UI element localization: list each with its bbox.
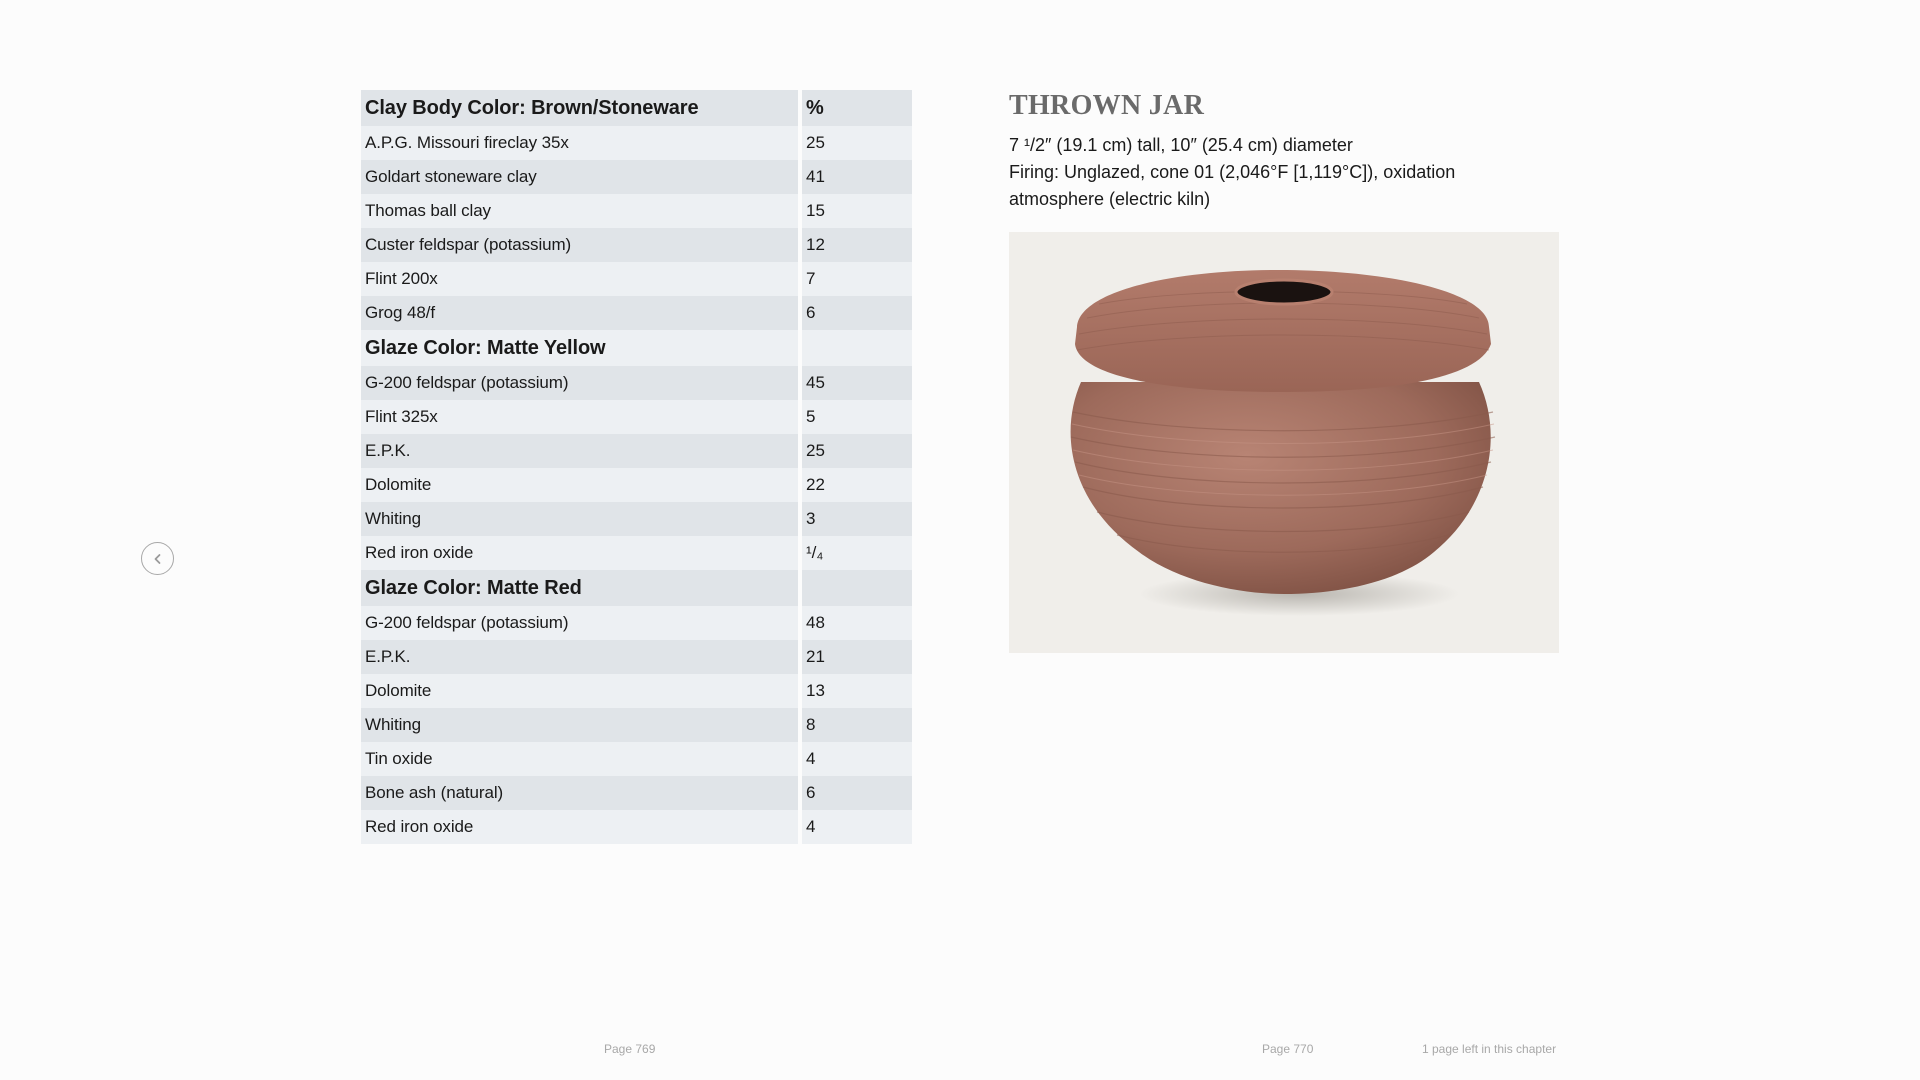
table-section-header <box>361 90 912 126</box>
piece-caption <box>1009 90 1569 213</box>
table-row <box>361 194 912 228</box>
ingredient-percent: 48 <box>802 606 912 640</box>
left-page-number: Page 769 <box>604 1042 656 1056</box>
table-row <box>361 674 912 708</box>
ingredient-percent: 41 <box>802 160 912 194</box>
section-unit <box>802 330 912 366</box>
ingredient-percent: 4 <box>802 810 912 844</box>
table-row <box>361 366 912 400</box>
ingredient-percent: 8 <box>802 708 912 742</box>
ingredient-name: Whiting <box>361 502 798 536</box>
piece-firing-line-1: Firing: Unglazed, cone 01 (2,046°F [1,119°C]), oxidation <box>1009 162 1456 182</box>
table-section-header <box>361 570 912 606</box>
ingredient-name: G-200 feldspar (potassium) <box>361 606 798 640</box>
right-page-number: Page 770 <box>1262 1042 1314 1056</box>
table-row <box>361 126 912 160</box>
recipe-table <box>361 90 912 844</box>
table-section-header <box>361 330 912 366</box>
section-title: Clay Body Color: Brown/Stoneware <box>361 90 798 126</box>
ingredient-percent: 22 <box>802 468 912 502</box>
ingredient-name: Grog 48/f <box>361 296 798 330</box>
ingredient-percent: 25 <box>802 434 912 468</box>
table-row <box>361 536 912 570</box>
table-row <box>361 810 912 844</box>
ingredient-name: Thomas ball clay <box>361 194 798 228</box>
table-row <box>361 502 912 536</box>
ingredient-name: E.P.K. <box>361 434 798 468</box>
table-row <box>361 296 912 330</box>
table-row <box>361 434 912 468</box>
table-row <box>361 708 912 742</box>
ingredient-name: Tin oxide <box>361 742 798 776</box>
ingredient-name: Dolomite <box>361 468 798 502</box>
section-unit: % <box>802 90 912 126</box>
section-unit <box>802 570 912 606</box>
ingredient-name: G-200 feldspar (potassium) <box>361 366 798 400</box>
ingredient-name: Red iron oxide <box>361 536 798 570</box>
ingredient-percent: 21 <box>802 640 912 674</box>
table-row <box>361 262 912 296</box>
section-title: Glaze Color: Matte Red <box>361 570 798 606</box>
table-row <box>361 640 912 674</box>
piece-dimensions: 7 ¹/2″ (19.1 cm) tall, 10″ (25.4 cm) diameter <box>1009 135 1353 155</box>
ingredient-name: Bone ash (natural) <box>361 776 798 810</box>
ingredient-name: Whiting <box>361 708 798 742</box>
ingredient-name: Flint 200x <box>361 262 798 296</box>
ingredient-name: Flint 325x <box>361 400 798 434</box>
section-title: Glaze Color: Matte Yellow <box>361 330 798 366</box>
table-row <box>361 606 912 640</box>
ingredient-percent: 6 <box>802 296 912 330</box>
ingredient-name: Goldart stoneware clay <box>361 160 798 194</box>
table-row <box>361 160 912 194</box>
table-row <box>361 400 912 434</box>
ingredient-percent: 15 <box>802 194 912 228</box>
ingredient-name: E.P.K. <box>361 640 798 674</box>
chevron-left-icon <box>151 552 165 566</box>
ingredient-name: Custer feldspar (potassium) <box>361 228 798 262</box>
ingredient-percent: ¹/₄ <box>802 536 912 570</box>
piece-title: THROWN JAR <box>1009 90 1205 121</box>
ingredient-percent: 13 <box>802 674 912 708</box>
ingredient-percent: 5 <box>802 400 912 434</box>
jar-photo <box>1009 232 1559 653</box>
piece-firing-line-2: atmosphere (electric kiln) <box>1009 189 1211 209</box>
ingredient-percent: 7 <box>802 262 912 296</box>
table-row <box>361 776 912 810</box>
table-row <box>361 468 912 502</box>
table-row <box>361 228 912 262</box>
ingredient-name: A.P.G. Missouri fireclay 35x <box>361 126 798 160</box>
previous-page-button[interactable] <box>141 542 174 575</box>
ingredient-name: Dolomite <box>361 674 798 708</box>
ingredient-name: Red iron oxide <box>361 810 798 844</box>
ingredient-percent: 4 <box>802 742 912 776</box>
ingredient-percent: 45 <box>802 366 912 400</box>
ingredient-percent: 6 <box>802 776 912 810</box>
thrown-jar-image <box>1009 232 1559 653</box>
ingredient-percent: 3 <box>802 502 912 536</box>
ingredient-percent: 25 <box>802 126 912 160</box>
ingredient-percent: 12 <box>802 228 912 262</box>
table-row <box>361 742 912 776</box>
chapter-status: 1 page left in this chapter <box>1422 1042 1557 1056</box>
